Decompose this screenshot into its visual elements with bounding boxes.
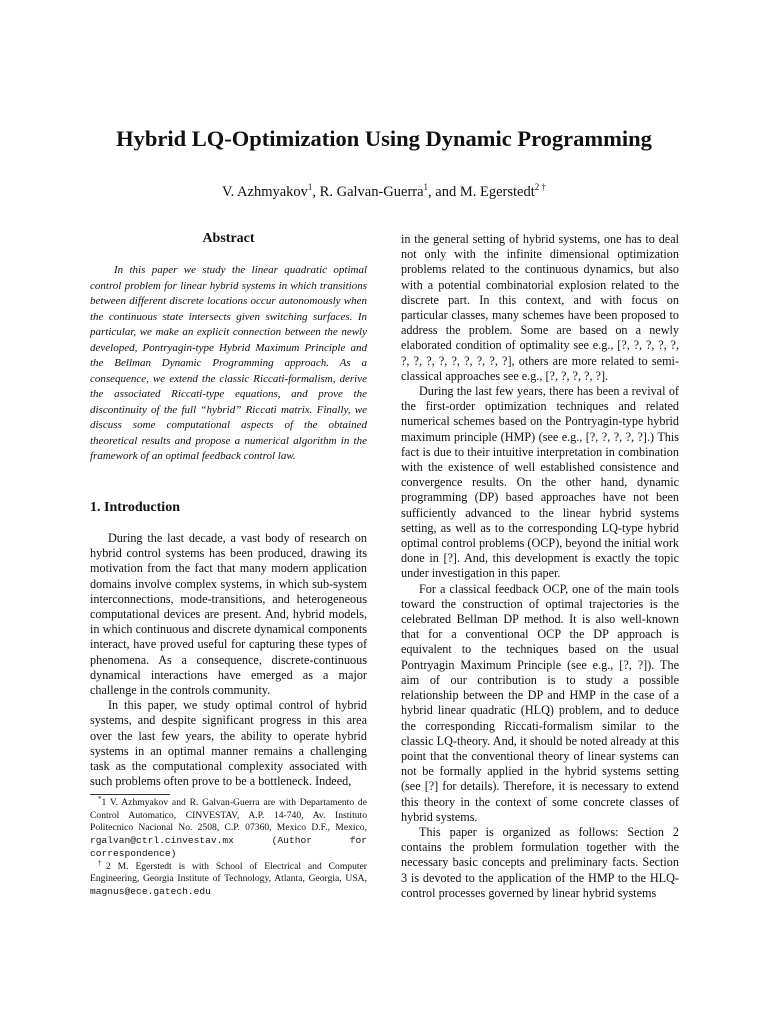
- footnote-mark: †: [98, 858, 106, 867]
- author-separator: ,: [312, 183, 320, 200]
- footnote-text: 1 V. Azhmyakov and R. Galvan-Guerra are with Departamento de Control Automatico, CINVESTAV, A.P. 14-740, Av. Instituto Politecnico Nacional No. 2508, C.P. 07360, Mexico D.F., Mexico,: [90, 797, 367, 834]
- affiliation-mark: 1: [307, 182, 313, 192]
- body-paragraph: During the last decade, a vast body of research on hybrid control systems has been produced, drawing its motivation from the fact that many modern application domains involve complex systems, in which sub-system interconnections, mode-transitions, and heterogeneous computational devices are present. And, hybrid models, in which continuous and discrete dynamical components interact, have proved useful for capturing these types of phenomena. As a consequence, discrete-continuous dynamical interactions have emerged as a major challenge in the controls community.: [90, 531, 367, 698]
- footnote-mark: *: [98, 794, 102, 803]
- body-paragraph: in the general setting of hybrid systems, one has to deal not only with the infinite dimensional optimization problems related to the continuous dynamics, but also with a potential combinatorial explosion related to the discrete part. In this context, and with focus on particular classes, many schemes have been proposed to address the problem. Some are based on a newly elaborated condition of optimality see e.g., [?, ?, ?, ?, ?, ?, ?, ?, ?, ?, ?, ?, ?, ?], others are more related to semi-classical approaches see e.g., [?, ?, ?, ?, ?].: [401, 232, 679, 383]
- author-name: V. Azhmyakov: [221, 183, 308, 200]
- author-list: [0, 182, 768, 201]
- body-paragraph: For a classical feedback OCP, one of the main tools toward the construction of optimal trajectories is the celebrated Bellman DP method. It is also well-known that for a conventional OCP the DP approach is equivalent to the techniques based on the usual Pontryagin Maximum Principle (see e.g., [?, ?]). The aim of our contribution is to study a possible relationship between the DP and HMP in the case of a hybrid linear quadratic (HLQ) problem, and to deduce the corresponding Riccati-formalism similar to the classic LQ-theory. And, it should be noted already at this point that the conventional theory of linear systems can not be formally applied in the hybrid systems setting (see [?] for details). Therefore, it is necessary to extend this theory in the context of some concrete classes of hybrid systems.: [401, 581, 679, 824]
- author-name: R. Galvan-Guerra: [319, 183, 424, 200]
- introduction-body: [90, 531, 367, 789]
- footnote-rule: [90, 794, 170, 795]
- footnote: [90, 858, 367, 899]
- abstract-body: [90, 263, 367, 465]
- author-separator: , and: [428, 183, 460, 200]
- body-paragraph: During the last few years, there has been a revival of the first-order optimization techniques and related numerical schemes based on the Pontryagin-type hybrid maximum principle (HMP) (see e.g., [?, ?, ?, ?, ?].) This fact is due to their intuitive interpretation in combination with the existence of well established consistence and convergence results. On the other hand, dynamic programming (DP) based approaches have not been sufficiently advanced to the linear hybrid systems setting, as well as to the corresponding LQ-type hybrid optimal control problems (OCP), beyond the initial work done in [?]. And, this development is exactly the topic under investigation in this paper.: [401, 384, 679, 581]
- footnotes: [90, 794, 367, 899]
- section-heading-introduction: 1. Introduction: [90, 500, 180, 515]
- paper-title: Hybrid LQ-Optimization Using Dynamic Programming: [116, 126, 652, 151]
- footnote-text: 2 M. Egerstedt is with School of Electrical and Computer Engineering, Georgia Institute of Technology, Atlanta, Georgia, USA,: [90, 860, 367, 885]
- body-paragraph: In this paper, we study optimal control of hybrid systems, and despite significant progress in this area over the last few years, the ability to operate hybrid systems in an optimal manner remains a challenging task as the computational complexity associated with such problems often prove to be a bottleneck. Indeed,: [90, 698, 367, 789]
- author-name: M. Egerstedt: [459, 183, 535, 200]
- abstract-paragraph: In this paper we study the linear quadratic optimal control problem for linear hybrid systems in which transitions between different discrete locations occur autonomously when the continuous state intersects given switching surfaces. In particular, we make an explicit connection between the newly developed, Pontryagin-type Hybrid Maximum Principle and the Bellman Dynamic Programming approach. As a consequence, we extend the classic Riccati-formalism, derive the associated Riccati-type equations, and prove the discontinuity of the full “hybrid” Riccati matrix. Finally, we discuss some computational aspects of the obtained theoretical results and propose a numerical algorithm in the framework of an optimal feedback control law.: [90, 264, 367, 462]
- abstract-heading: Abstract: [202, 231, 255, 246]
- affiliation-mark: 2 †: [534, 182, 547, 192]
- footnote-email: rgalvan@ctrl.cinvestav.mx (Author for correspondence): [90, 835, 367, 859]
- right-column-body: [401, 232, 679, 901]
- affiliation-mark: 1: [423, 182, 429, 192]
- body-paragraph: This paper is organized as follows: Section 2 contains the problem formulation together with the necessary basic concepts and preliminary facts. Section 3 is devoted to the application of the HMP to the HLQ-control processes governed by linear hybrid systems: [401, 824, 679, 900]
- footnote-email: magnus@ece.gatech.edu: [90, 885, 211, 897]
- footnote: [90, 794, 367, 861]
